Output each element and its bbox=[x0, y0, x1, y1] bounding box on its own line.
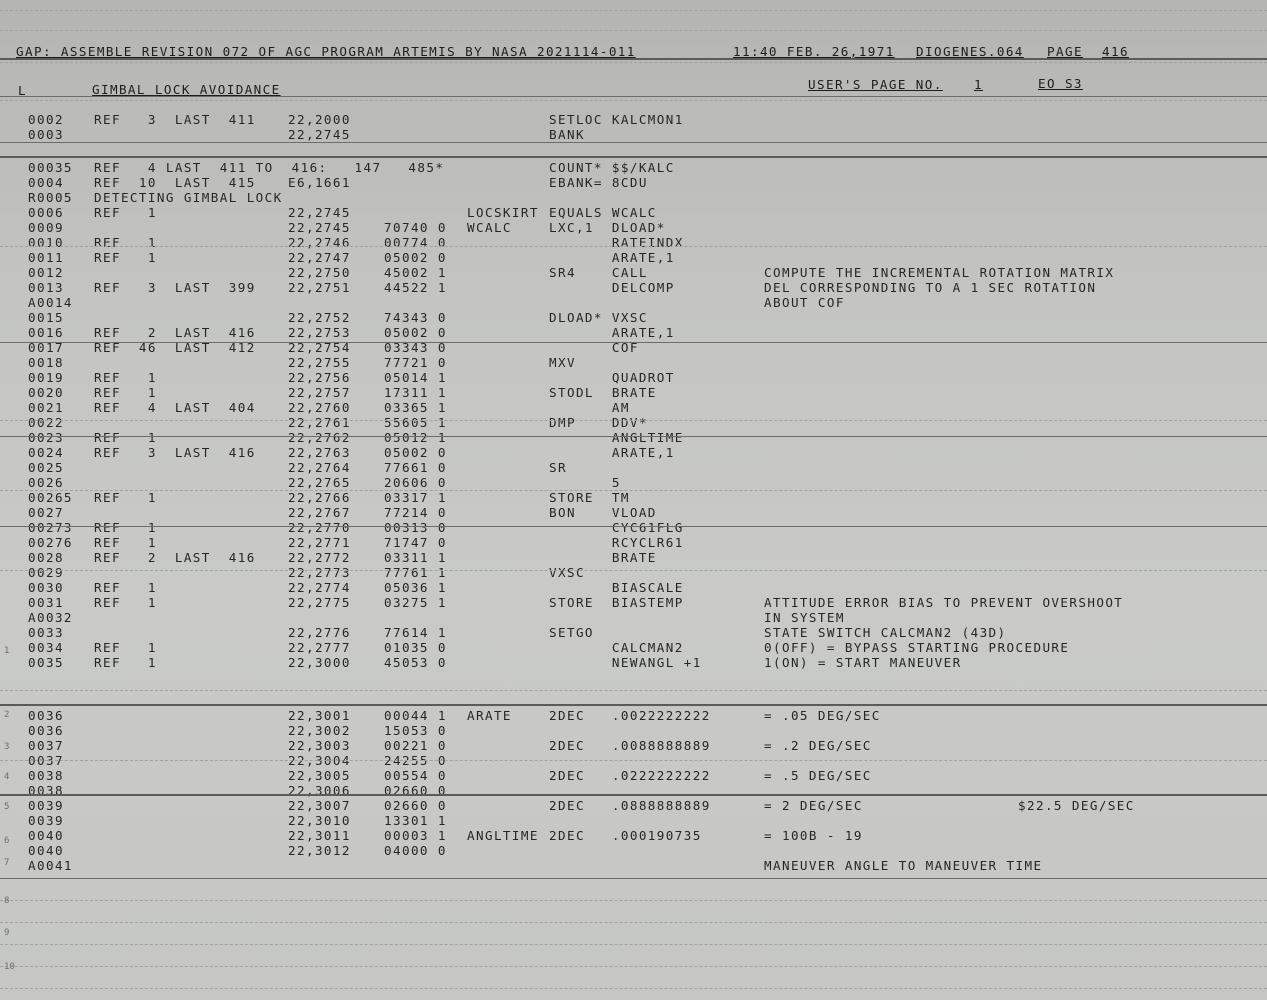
ref-field: REF 1 bbox=[94, 580, 157, 595]
octal-code: 00774 0 bbox=[384, 235, 447, 250]
address-field: 22,2773 bbox=[288, 565, 351, 580]
instruction: 2DEC .0888888889 bbox=[549, 798, 711, 813]
instruction: CYC61FLG bbox=[549, 520, 684, 535]
instruction: 2DEC .0222222222 bbox=[549, 768, 711, 783]
comment-text: = .05 DEG/SEC bbox=[764, 708, 881, 723]
address-field: 22,2745 bbox=[288, 220, 351, 235]
octal-code: 03317 1 bbox=[384, 490, 447, 505]
instruction: BIASCALE bbox=[549, 580, 684, 595]
octal-code: 00044 1 bbox=[384, 708, 447, 723]
instruction: 5 bbox=[549, 475, 621, 490]
ruled-line bbox=[0, 570, 1267, 571]
instruction: STODL BRATE bbox=[549, 385, 657, 400]
octal-code: 77721 0 bbox=[384, 355, 447, 370]
listing-title: GAP: ASSEMBLE REVISION 072 OF AGC PROGRAM ARTEMIS BY NASA 2021114-011 bbox=[16, 44, 636, 59]
ref-field: REF 2 LAST 416 bbox=[94, 325, 256, 340]
line-number: 00276 bbox=[28, 535, 73, 550]
address-field: 22,2745 bbox=[288, 127, 351, 142]
line-number: 0038 bbox=[28, 783, 64, 798]
line-number: 0038 bbox=[28, 768, 64, 783]
line-number: 0036 bbox=[28, 708, 64, 723]
line-number: 00035 bbox=[28, 160, 73, 175]
comment-text: 0(OFF) = BYPASS STARTING PROCEDURE bbox=[764, 640, 1070, 655]
instruction: AM bbox=[549, 400, 630, 415]
address-field: 22,3002 bbox=[288, 723, 351, 738]
line-number: 0025 bbox=[28, 460, 64, 475]
margin-mark: 4 bbox=[4, 772, 10, 782]
instruction: 2DEC .0022222222 bbox=[549, 708, 711, 723]
separator-line bbox=[0, 156, 1267, 158]
line-number: A0014 bbox=[28, 295, 73, 310]
margin-mark: 7 bbox=[4, 858, 10, 868]
octal-code: 17311 1 bbox=[384, 385, 447, 400]
address-field: 22,2757 bbox=[288, 385, 351, 400]
instruction: COF bbox=[549, 340, 639, 355]
instruction: QUADROT bbox=[549, 370, 675, 385]
ref-field: REF 46 LAST 412 bbox=[94, 340, 256, 355]
octal-code: 77661 0 bbox=[384, 460, 447, 475]
address-field: 22,2752 bbox=[288, 310, 351, 325]
address-field: 22,2754 bbox=[288, 340, 351, 355]
line-number: 00265 bbox=[28, 490, 73, 505]
address-field: 22,3000 bbox=[288, 655, 351, 670]
instruction: VXSC bbox=[549, 565, 585, 580]
address-field: 22,2745 bbox=[288, 205, 351, 220]
line-number: 00273 bbox=[28, 520, 73, 535]
address-field: 22,3005 bbox=[288, 768, 351, 783]
instruction: SETLOC KALCMON1 bbox=[549, 112, 684, 127]
symbol-label: LOCSKIRT bbox=[467, 205, 539, 220]
address-field: 22,2000 bbox=[288, 112, 351, 127]
octal-code: 02660 0 bbox=[384, 798, 447, 813]
separator-line bbox=[0, 794, 1267, 796]
octal-code: 00003 1 bbox=[384, 828, 447, 843]
ruled-line bbox=[0, 922, 1267, 923]
address-field: 22,2775 bbox=[288, 595, 351, 610]
instruction: MXV bbox=[549, 355, 576, 370]
line-number: 0017 bbox=[28, 340, 64, 355]
instruction: BANK bbox=[549, 127, 585, 142]
octal-code: 03275 1 bbox=[384, 595, 447, 610]
line-number: 0009 bbox=[28, 220, 64, 235]
comment-text: ABOUT COF bbox=[764, 295, 845, 310]
comment-text: 1(ON) = START MANEUVER bbox=[764, 655, 962, 670]
ref-field: REF 1 bbox=[94, 535, 157, 550]
instruction: BRATE bbox=[549, 550, 657, 565]
comment-text: = 2 DEG/SEC bbox=[764, 798, 863, 813]
address-field: 22,3010 bbox=[288, 813, 351, 828]
ruled-line bbox=[0, 100, 1267, 101]
line-number: 0039 bbox=[28, 813, 64, 828]
address-field: 22,2764 bbox=[288, 460, 351, 475]
instruction: DELCOMP bbox=[549, 280, 675, 295]
octal-code: 74343 0 bbox=[384, 310, 447, 325]
comment-text: DEL CORRESPONDING TO A 1 SEC ROTATION bbox=[764, 280, 1097, 295]
address-field: 22,3011 bbox=[288, 828, 351, 843]
octal-code: 05036 1 bbox=[384, 580, 447, 595]
octal-code: 05002 0 bbox=[384, 445, 447, 460]
comment-text: ATTITUDE ERROR BIAS TO PREVENT OVERSHOOT bbox=[764, 595, 1124, 610]
address-field: 22,2767 bbox=[288, 505, 351, 520]
line-number: 0026 bbox=[28, 475, 64, 490]
ruled-line bbox=[0, 10, 1267, 11]
ruled-line bbox=[0, 900, 1267, 901]
octal-code: 77614 1 bbox=[384, 625, 447, 640]
octal-code: 77214 0 bbox=[384, 505, 447, 520]
instruction: SETGO bbox=[549, 625, 594, 640]
margin-note: $22.5 DEG/SEC bbox=[1018, 798, 1135, 813]
page-label: PAGE bbox=[1047, 44, 1083, 59]
separator-line bbox=[0, 142, 1267, 143]
line-number: 0016 bbox=[28, 325, 64, 340]
listing-run-id: DIOGENES.064 bbox=[916, 44, 1024, 59]
octal-code: 05014 1 bbox=[384, 370, 447, 385]
ref-field: REF 2 LAST 416 bbox=[94, 550, 256, 565]
address-field: 22,2756 bbox=[288, 370, 351, 385]
octal-code: 02660 0 bbox=[384, 783, 447, 798]
octal-code: 00554 0 bbox=[384, 768, 447, 783]
instruction: EQUALS WCALC bbox=[549, 205, 657, 220]
line-number: 0029 bbox=[28, 565, 64, 580]
margin-mark: 10 bbox=[4, 962, 15, 972]
page-number: 416 bbox=[1102, 44, 1129, 59]
address-field: 22,3006 bbox=[288, 783, 351, 798]
line-number: 0040 bbox=[28, 843, 64, 858]
line-number: 0028 bbox=[28, 550, 64, 565]
symbol-label: ARATE bbox=[467, 708, 512, 723]
address-field: 22,2762 bbox=[288, 430, 351, 445]
octal-code: 13301 1 bbox=[384, 813, 447, 828]
octal-code: 03343 0 bbox=[384, 340, 447, 355]
line-number: A0041 bbox=[28, 858, 73, 873]
line-number: 0011 bbox=[28, 250, 64, 265]
separator-line bbox=[0, 878, 1267, 879]
ref-field: REF 1 bbox=[94, 385, 157, 400]
octal-code: 01035 0 bbox=[384, 640, 447, 655]
instruction: ARATE,1 bbox=[549, 445, 675, 460]
address-field: 22,2766 bbox=[288, 490, 351, 505]
ruled-line bbox=[0, 30, 1267, 31]
line-number: 0030 bbox=[28, 580, 64, 595]
ruled-line bbox=[0, 62, 1267, 63]
margin-mark: 1 bbox=[4, 646, 10, 656]
instruction: SR4 CALL bbox=[549, 265, 648, 280]
line-number: 0024 bbox=[28, 445, 64, 460]
column-marker: L bbox=[18, 83, 27, 98]
separator-line bbox=[0, 704, 1267, 706]
octal-code: 70740 0 bbox=[384, 220, 447, 235]
ruled-line bbox=[0, 760, 1267, 761]
margin-mark: 2 bbox=[4, 710, 10, 720]
margin-mark: 3 bbox=[4, 742, 10, 752]
address-field: 22,2751 bbox=[288, 280, 351, 295]
ruled-line bbox=[0, 944, 1267, 945]
line-number: 0034 bbox=[28, 640, 64, 655]
address-field: 22,2761 bbox=[288, 415, 351, 430]
line-number: 0035 bbox=[28, 655, 64, 670]
address-field: 22,2771 bbox=[288, 535, 351, 550]
comment-text: = .2 DEG/SEC bbox=[764, 738, 872, 753]
octal-code: 03365 1 bbox=[384, 400, 447, 415]
comment-text: = .5 DEG/SEC bbox=[764, 768, 872, 783]
line-number: 0033 bbox=[28, 625, 64, 640]
address-field: 22,2753 bbox=[288, 325, 351, 340]
octal-code: 20606 0 bbox=[384, 475, 447, 490]
instruction: NEWANGL +1 bbox=[549, 655, 702, 670]
address-field: 22,2776 bbox=[288, 625, 351, 640]
instruction: BON VLOAD bbox=[549, 505, 657, 520]
ref-field: REF 1 bbox=[94, 655, 157, 670]
octal-code: 05002 0 bbox=[384, 325, 447, 340]
line-number: 0027 bbox=[28, 505, 64, 520]
line-number: 0002 bbox=[28, 112, 64, 127]
address-field: 22,2770 bbox=[288, 520, 351, 535]
comment-text: STATE SWITCH CALCMAN2 (43D) bbox=[764, 625, 1007, 640]
address-field: 22,2760 bbox=[288, 400, 351, 415]
ref-field: REF 1 bbox=[94, 595, 157, 610]
ref-field: REF 1 bbox=[94, 250, 157, 265]
instruction: LXC,1 DLOAD* bbox=[549, 220, 666, 235]
line-number: 0022 bbox=[28, 415, 64, 430]
line-number: 0004 bbox=[28, 175, 64, 190]
line-number: 0037 bbox=[28, 753, 64, 768]
ref-field: REF 1 bbox=[94, 520, 157, 535]
users-page-number: 1 bbox=[974, 77, 983, 92]
listing-datetime: 11:40 FEB. 26,1971 bbox=[733, 44, 895, 59]
octal-code: 77761 1 bbox=[384, 565, 447, 580]
ref-field: REF 10 LAST 415 bbox=[94, 175, 256, 190]
address-field: 22,3003 bbox=[288, 738, 351, 753]
symbol-label: ANGLTIME bbox=[467, 828, 539, 843]
octal-code: 45053 0 bbox=[384, 655, 447, 670]
instruction: ANGLTIME bbox=[549, 430, 684, 445]
address-field: 22,2765 bbox=[288, 475, 351, 490]
octal-code: 04000 0 bbox=[384, 843, 447, 858]
address-field: 22,3007 bbox=[288, 798, 351, 813]
line-number: 0013 bbox=[28, 280, 64, 295]
instruction: 2DEC .000190735 bbox=[549, 828, 702, 843]
octal-code: 55605 1 bbox=[384, 415, 447, 430]
comment-text: MANEUVER ANGLE TO MANEUVER TIME bbox=[764, 858, 1043, 873]
line-number: 0003 bbox=[28, 127, 64, 142]
address-field: 22,2772 bbox=[288, 550, 351, 565]
octal-code: 44522 1 bbox=[384, 280, 447, 295]
octal-code: 03311 1 bbox=[384, 550, 447, 565]
line-number: 0012 bbox=[28, 265, 64, 280]
instruction: ARATE,1 bbox=[549, 325, 675, 340]
ref-field: REF 1 bbox=[94, 490, 157, 505]
instruction: SR bbox=[549, 460, 567, 475]
ref-field: REF 1 bbox=[94, 640, 157, 655]
octal-code: 71747 0 bbox=[384, 535, 447, 550]
margin-mark: 6 bbox=[4, 836, 10, 846]
ref-field: REF 1 bbox=[94, 430, 157, 445]
line-number: A0032 bbox=[28, 610, 73, 625]
symbol-label: WCALC bbox=[467, 220, 512, 235]
ref-field: REF 1 bbox=[94, 235, 157, 250]
octal-code: 15053 0 bbox=[384, 723, 447, 738]
line-number: 0036 bbox=[28, 723, 64, 738]
address-field: 22,2750 bbox=[288, 265, 351, 280]
instruction: EBANK= 8CDU bbox=[549, 175, 648, 190]
address-field: 22,2747 bbox=[288, 250, 351, 265]
ref-field: REF 1 bbox=[94, 370, 157, 385]
ref-field: DETECTING GIMBAL LOCK bbox=[94, 190, 283, 205]
eo-marker: EO S3 bbox=[1038, 76, 1083, 91]
address-field: 22,3012 bbox=[288, 843, 351, 858]
line-number: 0010 bbox=[28, 235, 64, 250]
line-number: 0031 bbox=[28, 595, 64, 610]
line-number: 0018 bbox=[28, 355, 64, 370]
instruction: RCYCLR61 bbox=[549, 535, 684, 550]
address-field: 22,2777 bbox=[288, 640, 351, 655]
address-field: E6,1661 bbox=[288, 175, 351, 190]
line-number: 0006 bbox=[28, 205, 64, 220]
line-number: 0023 bbox=[28, 430, 64, 445]
instruction: 2DEC .0088888889 bbox=[549, 738, 711, 753]
address-field: 22,3001 bbox=[288, 708, 351, 723]
address-field: 22,2755 bbox=[288, 355, 351, 370]
line-number: R0005 bbox=[28, 190, 73, 205]
instruction: STORE TM bbox=[549, 490, 630, 505]
margin-mark: 5 bbox=[4, 802, 10, 812]
ruled-line bbox=[0, 490, 1267, 491]
instruction: COUNT* $$/KALC bbox=[549, 160, 675, 175]
comment-text: IN SYSTEM bbox=[764, 610, 845, 625]
instruction: CALCMAN2 bbox=[549, 640, 684, 655]
ref-field: REF 4 LAST 411 TO 416: 147 485* bbox=[94, 160, 445, 175]
ref-field: REF 3 LAST 399 bbox=[94, 280, 256, 295]
ref-field: REF 4 LAST 404 bbox=[94, 400, 256, 415]
ref-field: REF 3 LAST 416 bbox=[94, 445, 256, 460]
margin-mark: 8 bbox=[4, 896, 10, 906]
instruction: ARATE,1 bbox=[549, 250, 675, 265]
address-field: 22,3004 bbox=[288, 753, 351, 768]
instruction: RATEINDX bbox=[549, 235, 684, 250]
ruled-line bbox=[0, 690, 1267, 691]
instruction: DLOAD* VXSC bbox=[549, 310, 648, 325]
ref-field: REF 3 LAST 411 bbox=[94, 112, 256, 127]
octal-code: 24255 0 bbox=[384, 753, 447, 768]
line-number: 0019 bbox=[28, 370, 64, 385]
instruction: DMP DDV* bbox=[549, 415, 648, 430]
line-number: 0021 bbox=[28, 400, 64, 415]
comment-text: = 100B - 19 bbox=[764, 828, 863, 843]
ruled-line bbox=[0, 966, 1267, 967]
octal-code: 05012 1 bbox=[384, 430, 447, 445]
address-field: 22,2774 bbox=[288, 580, 351, 595]
octal-code: 05002 0 bbox=[384, 250, 447, 265]
instruction: STORE BIASTEMP bbox=[549, 595, 684, 610]
margin-mark: 9 bbox=[4, 928, 10, 938]
section-heading: GIMBAL LOCK AVOIDANCE bbox=[92, 82, 281, 97]
line-number: 0040 bbox=[28, 828, 64, 843]
octal-code: 00221 0 bbox=[384, 738, 447, 753]
address-field: 22,2746 bbox=[288, 235, 351, 250]
users-page-label: USER'S PAGE NO. bbox=[808, 77, 943, 92]
comment-text: COMPUTE THE INCREMENTAL ROTATION MATRIX bbox=[764, 265, 1115, 280]
line-number: 0039 bbox=[28, 798, 64, 813]
line-number: 0020 bbox=[28, 385, 64, 400]
line-number: 0015 bbox=[28, 310, 64, 325]
ref-field: REF 1 bbox=[94, 205, 157, 220]
octal-code: 00313 0 bbox=[384, 520, 447, 535]
octal-code: 45002 1 bbox=[384, 265, 447, 280]
line-number: 0037 bbox=[28, 738, 64, 753]
address-field: 22,2763 bbox=[288, 445, 351, 460]
ruled-line bbox=[0, 988, 1267, 989]
